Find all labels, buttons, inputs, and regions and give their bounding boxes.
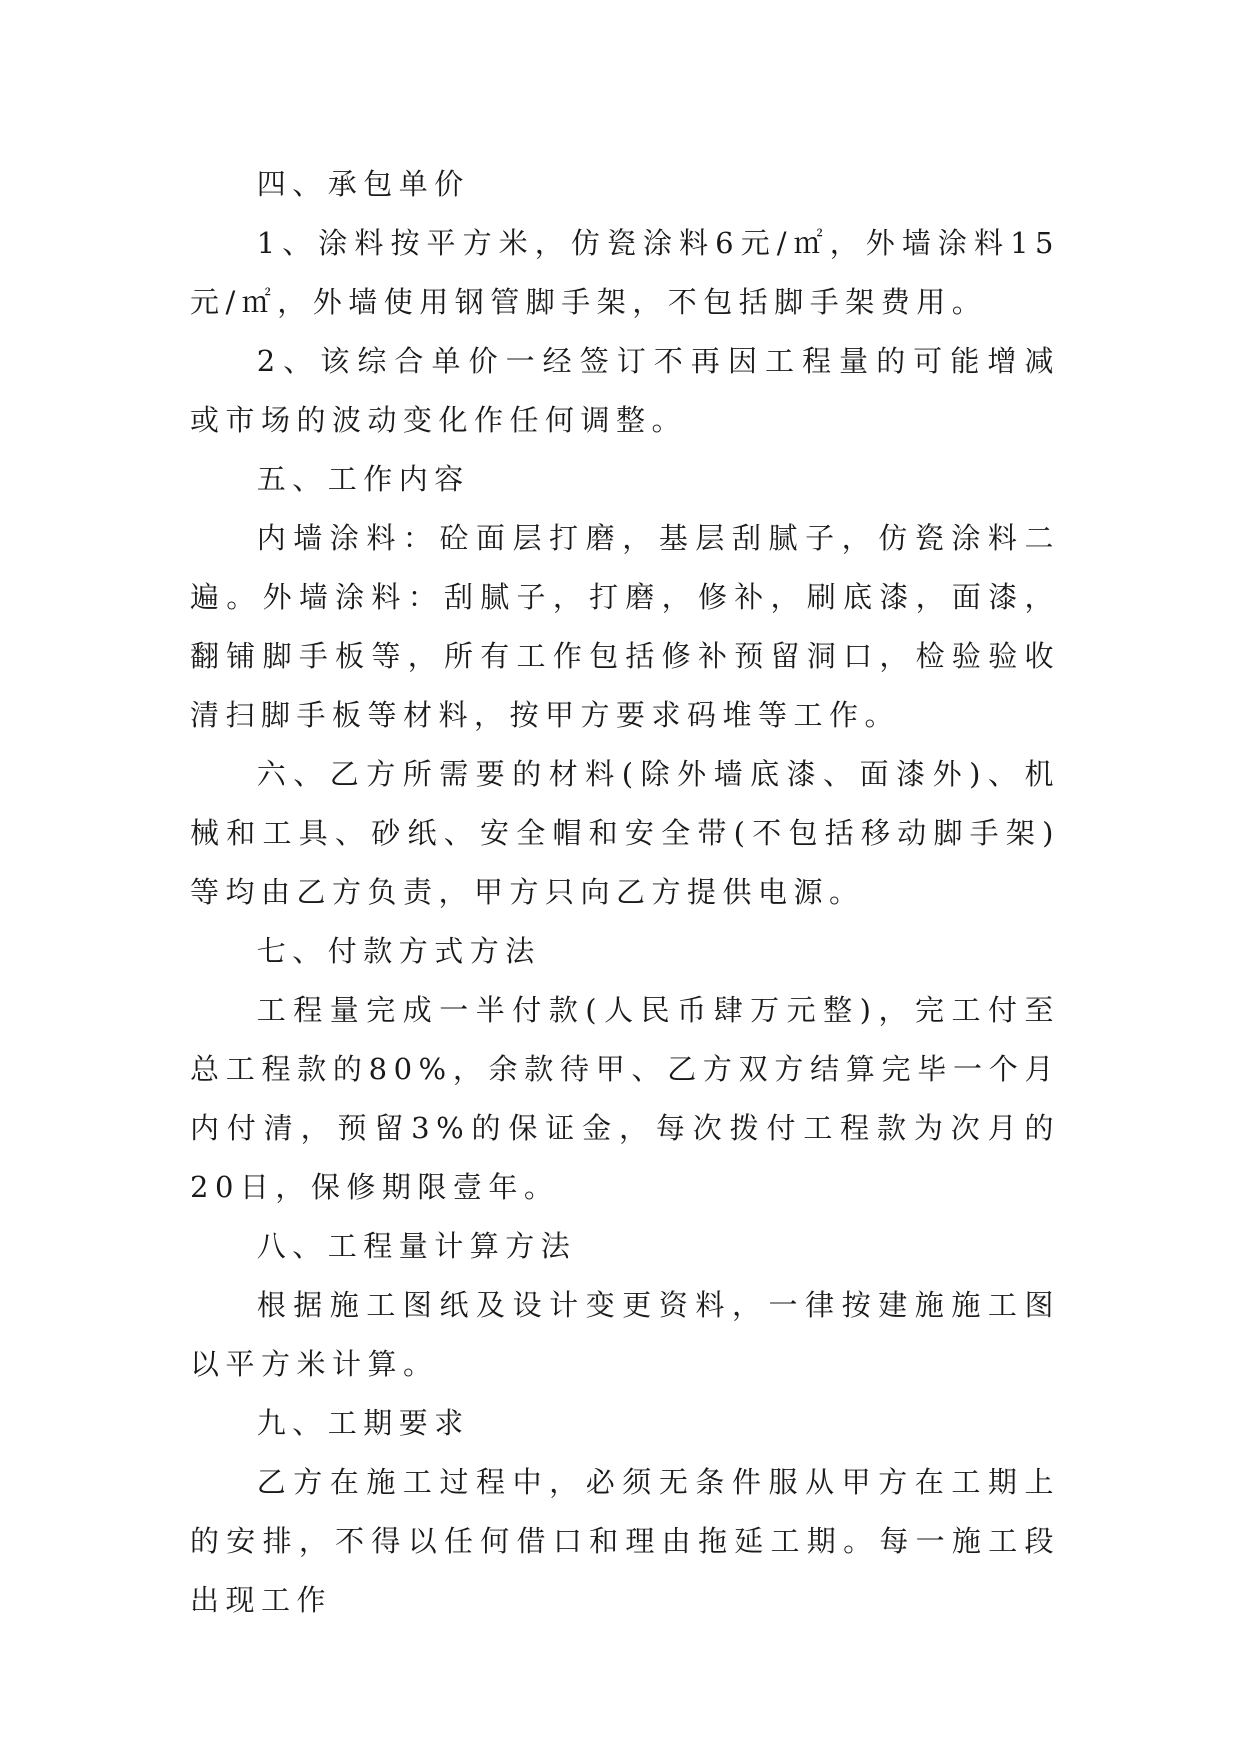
section-5-paragraph: 内墙涂料：砼面层打磨，基层刮腻子，仿瓷涂料二遍。外墙涂料：刮腻子，打磨，修补，刷底漆，面漆，翻铺脚手板等，所有工作包括修补预留洞口，检验验收清扫脚手板等材料，按甲方要求码堆等工作。: [190, 521, 1060, 732]
section-4-paragraph-2: 2、该综合单价一经签订不再因工程量的可能增减或市场的波动变化作任何调整。: [190, 344, 1060, 437]
section-6-paragraph: 六、乙方所需要的材料(除外墙底漆、面漆外)、机械和工具、砂纸、安全帽和安全带(不包括移动脚手架)等均由乙方负责，甲方只向乙方提供电源。: [190, 757, 1060, 909]
section-7-heading: 七、付款方式方法: [256, 934, 541, 968]
document-body: [190, 155, 1060, 1630]
section-8-paragraph: 根据施工图纸及设计变更资料，一律按建施施工图以平方米计算。: [190, 1288, 1060, 1381]
section-7-paragraph: 工程量完成一半付款(人民币肆万元整)，完工付至总工程款的80%，余款待甲、乙方双方结算完毕一个月内付清，预留3%的保证金，每次拨付工程款为次月的20日，保修期限壹年。: [190, 993, 1060, 1204]
section-9-paragraph: 乙方在施工过程中，必须无条件服从甲方在工期上的安排，不得以任何借口和理由拖延工期。每一施工段出现工作: [190, 1465, 1060, 1617]
section-5-heading: 五、工作内容: [256, 462, 470, 496]
section-4-heading: 四、承包单价: [256, 167, 470, 201]
section-8-heading: 八、工程量计算方法: [256, 1229, 577, 1263]
section-9-heading: 九、工期要求: [256, 1406, 470, 1440]
section-4-paragraph-1: 1、涂料按平方米，仿瓷涂料6元/㎡，外墙涂料15元/㎡，外墙使用钢管脚手架，不包括脚手架费用。: [190, 226, 1060, 319]
